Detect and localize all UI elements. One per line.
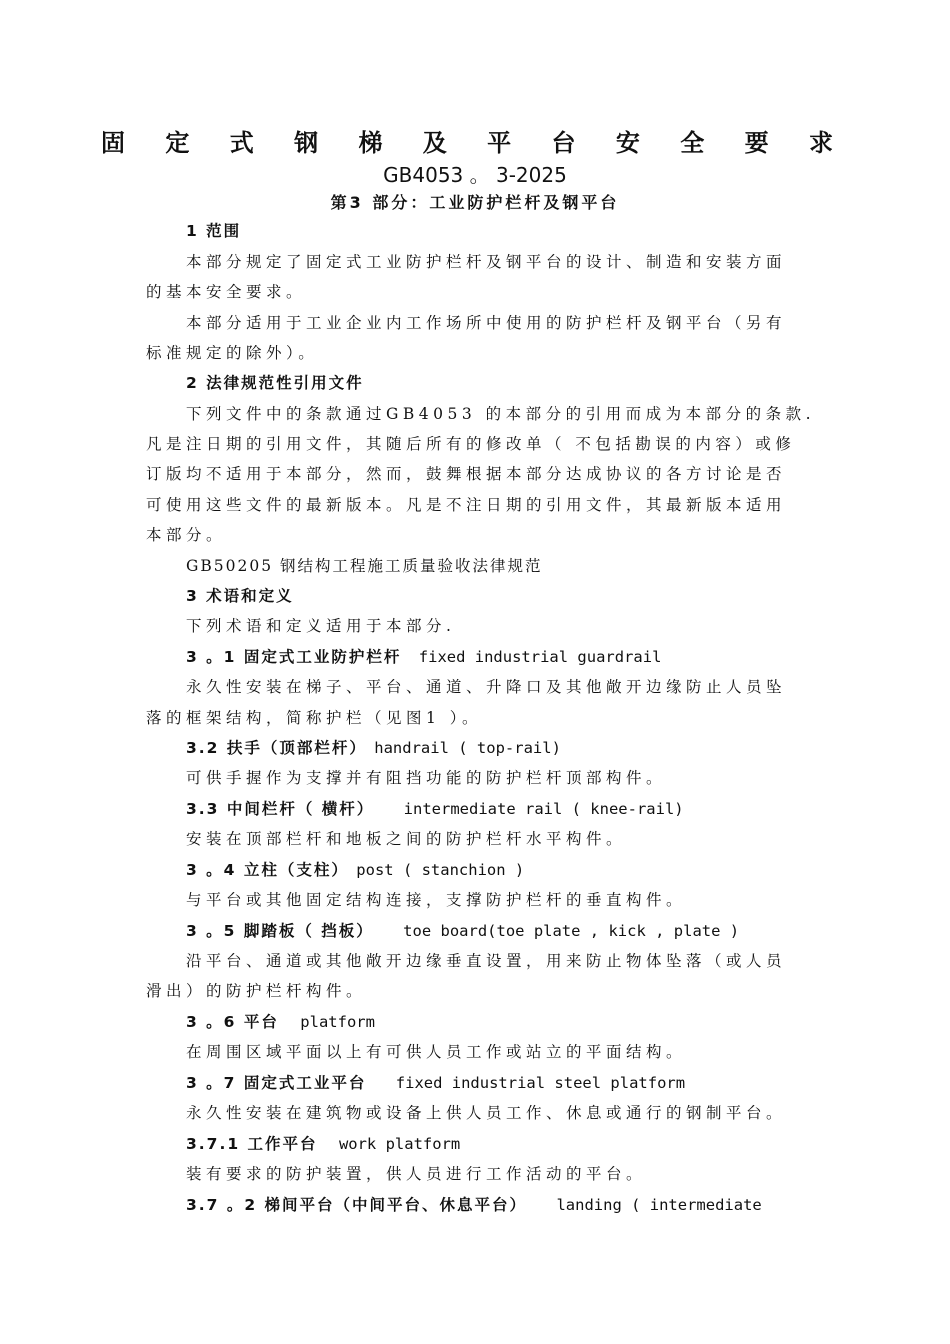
term-zh: 3.7.1 工作平台	[186, 1135, 318, 1153]
term-zh: 3 。1 固定式工业防护栏杆	[186, 648, 402, 666]
term-heading-3-7-2	[186, 1194, 762, 1216]
paragraph-line: 装有要求的防护装置，供人员进行工作活动的平台。	[186, 1165, 647, 1183]
paragraph-line: 落的框架结构，简称护栏（见图1 ）。	[146, 709, 483, 727]
paragraph-line: 可供手握作为支撑并有阻挡功能的防护栏杆顶部构件。	[186, 769, 667, 787]
term-zh: 3.2 扶手（顶部栏杆）	[186, 739, 367, 757]
paragraph-line: 永久性安装在建筑物或设备上供人员工作、休息或通行的钢制平台。	[186, 1104, 787, 1122]
paragraph-line: 沿平台、通道或其他敞开边缘垂直设置，用来防止物体坠落（或人员	[186, 952, 787, 970]
section-heading-terms: 3 术语和定义	[186, 587, 294, 605]
term-heading-3-5	[186, 920, 739, 942]
paragraph-line: 的基本安全要求。	[146, 283, 307, 301]
term-en: work platform	[338, 1135, 461, 1153]
term-en: landing ( intermediate	[556, 1196, 762, 1214]
term-zh: 3 。7 固定式工业平台	[186, 1074, 367, 1092]
section-heading-references: 2 法律规范性引用文件	[186, 374, 364, 392]
term-en: intermediate rail ( knee-rail)	[403, 800, 684, 818]
paragraph-line: 与平台或其他固定结构连接，支撑防护栏杆的垂直构件。	[186, 891, 687, 909]
term-zh: 3.7 。2 梯间平台（中间平台、休息平台）	[186, 1196, 528, 1214]
term-zh: 3 。5 脚踏板（ 挡板）	[186, 922, 374, 940]
paragraph-line: 订版均不适用于本部分，然而，鼓舞根据本部分达成协议的各方讨论是否	[146, 465, 787, 483]
term-en: handrail ( top-rail)	[374, 739, 561, 757]
paragraph-line: 下列文件中的条款通过GB4053 的本部分的引用而成为本部分的条款.	[186, 405, 816, 423]
term-heading-3-7-1	[186, 1133, 460, 1155]
standard-code: GB4053 。 3-2025	[383, 163, 567, 187]
paragraph-line: 永久性安装在梯子、平台、通道、升降口及其他敞开边缘防止人员坠	[186, 678, 787, 696]
reference-item: GB50205 钢结构工程施工质量验收法律规范	[186, 557, 543, 575]
paragraph-line: 可使用这些文件的最新版本。凡是不注日期的引用文件，其最新版本适用	[146, 496, 787, 514]
paragraph-line: 本部分规定了固定式工业防护栏杆及钢平台的设计、制造和安装方面	[186, 253, 787, 271]
paragraph-line: 本部分适用于工业企业内工作场所中使用的防护栏杆及钢平台（另有	[186, 314, 787, 332]
term-zh: 3.3 中间栏杆（ 横杆）	[186, 800, 375, 818]
term-heading-3-4	[186, 859, 524, 881]
term-en: platform	[300, 1013, 375, 1031]
paragraph-line: 下列术语和定义适用于本部分.	[186, 617, 456, 635]
section-heading-scope: 1 范围	[186, 222, 242, 240]
paragraph-line: 凡是注日期的引用文件，其随后所有的修改单（ 不包括勘误的内容）或修	[146, 435, 796, 453]
term-en: post ( stanchion )	[356, 861, 525, 879]
term-en: toe board(toe plate , kick , plate )	[403, 922, 740, 940]
term-heading-3-7	[186, 1072, 685, 1094]
paragraph-line: 安装在顶部栏杆和地板之间的防护栏杆水平构件。	[186, 830, 627, 848]
paragraph-line: 本部分。	[146, 526, 227, 544]
term-en: fixed industrial steel platform	[395, 1074, 686, 1092]
term-heading-3-1	[186, 646, 661, 668]
document-subtitle: 第3 部分：工业防护栏杆及钢平台	[330, 193, 620, 212]
term-en: fixed industrial guardrail	[418, 648, 662, 666]
paragraph-line: 滑出）的防护栏杆构件。	[146, 982, 367, 1000]
document-title: 固 定 式 钢 梯 及 平 台 安 全 要 求	[101, 129, 849, 157]
term-heading-3-2	[186, 737, 561, 759]
term-zh: 3 。4 立柱（支柱）	[186, 861, 349, 879]
paragraph-line: 标准规定的除外）。	[146, 344, 319, 362]
term-heading-3-6	[186, 1011, 375, 1033]
paragraph-line: 在周围区域平面以上有可供人员工作或站立的平面结构。	[186, 1043, 687, 1061]
term-heading-3-3	[186, 798, 684, 820]
term-zh: 3 。6 平台	[186, 1013, 279, 1031]
